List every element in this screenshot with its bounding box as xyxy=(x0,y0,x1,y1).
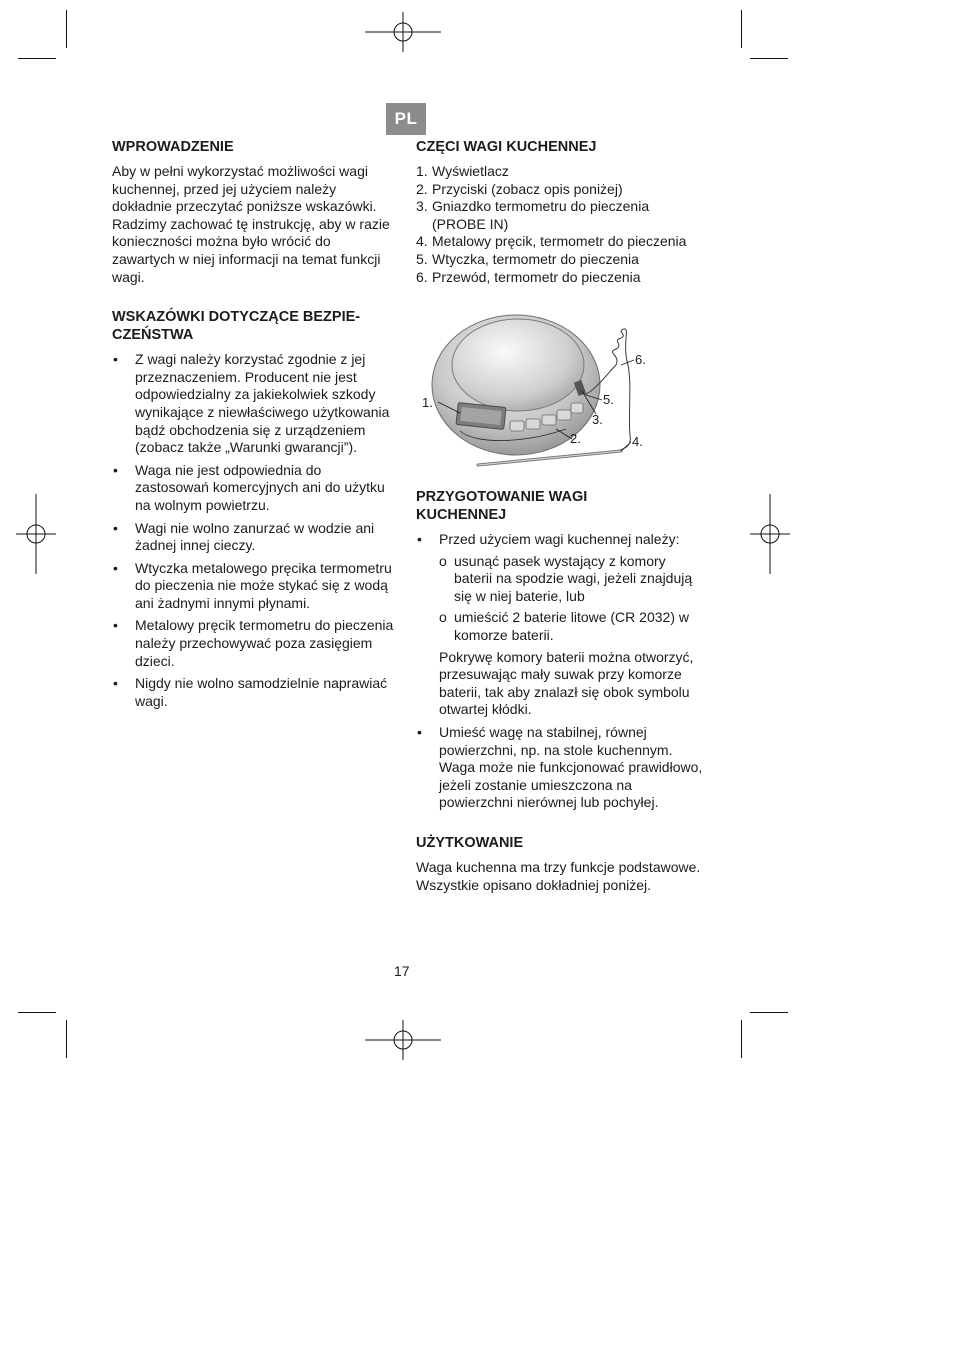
safety-heading: WSKAZÓWKI DOTYCZĄCE BEZPIE- CZEŃSTWA xyxy=(112,309,361,344)
page-number: 17 xyxy=(394,963,410,979)
crop-mark xyxy=(18,58,56,59)
list-item: 3. Gniazdko termometru do pieczenia (PROBE IN) xyxy=(416,198,650,232)
right-column-top xyxy=(416,138,706,286)
kitchen-scale-image xyxy=(416,305,701,475)
callout-4: 4. xyxy=(632,434,643,449)
sub-list-item: o umieścić 2 baterie litowe (CR 2032) w komorze baterii. xyxy=(439,609,706,644)
parts-section xyxy=(416,138,706,286)
list-item: 2. Przyciski (zobacz opis poniżej) xyxy=(416,180,623,197)
callout-3: 3. xyxy=(592,412,603,427)
list-item: 6. Przewód, termometr do pieczenia xyxy=(416,268,641,285)
list-item: 1. Wyświetlacz xyxy=(416,163,509,179)
intro-text: Aby w pełni wykorzystać możliwości wagi kuchennej, przed jej użyciem należy dokładnie przeczytać poniższe wskazówki. Radzimy zachować tę instrukcję, aby w razie konieczności można było wrócić do zawartych w niej informacji na temat funkcji wagi. xyxy=(112,163,390,285)
callout-1: 1. xyxy=(422,395,433,410)
crop-mark xyxy=(741,10,742,48)
list-item: • Umieść wagę na stabilnej, równej powierzchni, np. na stole kuchennym. Waga może nie funkcjonować prawidłowo, jeżeli zostanie umieszczona na powierzchni nierównej lub pochyłej. xyxy=(416,724,706,812)
prep-sublist xyxy=(439,553,706,645)
list-item: • Wtyczka metalowego pręcika termometru do pieczenia nie może stykać się z wodą ani żadnymi innymi płynami. xyxy=(112,560,397,613)
parts-heading: CZĘCI WAGI KUCHENNEJ xyxy=(416,139,597,155)
list-item: • Wagi nie wolno zanurzać w wodzie ani żadnej innej cieczy. xyxy=(112,520,397,555)
intro-heading: WPROWADZENIE xyxy=(112,139,234,155)
crop-mark xyxy=(750,58,788,59)
crop-mark xyxy=(741,1020,742,1058)
parts-list xyxy=(416,163,706,286)
right-column-bottom xyxy=(416,488,706,894)
callout-6: 6. xyxy=(635,352,646,367)
usage-text: Waga kuchenna ma trzy funkcje podstawowe. Wszystkie opisano dokładniej poniżej. xyxy=(416,858,701,893)
battery-note: Pokrywę komory baterii można otworzyć, przesuwając mały suwak przy komorze baterii, tak aby znalazł się obok symbolu otwartej kłódki. xyxy=(439,648,694,718)
registration-mark xyxy=(750,494,790,574)
crop-mark xyxy=(66,10,67,48)
intro-section xyxy=(112,138,397,286)
list-item: • Nigdy nie wolno samodzielnie naprawiać wagi. xyxy=(112,675,397,710)
callout-2: 2. xyxy=(570,431,581,446)
crop-mark xyxy=(18,1012,56,1013)
safety-section xyxy=(112,308,397,710)
scale-plate xyxy=(452,319,584,411)
list-item: • Metalowy pręcik termometru do pieczenia należy przechowywać poza zasięgiem dzieci. xyxy=(112,617,397,670)
left-column xyxy=(112,138,397,732)
list-item: • Waga nie jest odpowiednia do zastosowań komercyjnych ani do użytku na wolnym powietrzu. xyxy=(112,462,397,515)
registration-mark xyxy=(16,494,56,574)
scale-illustration xyxy=(416,305,701,475)
list-item: 4. Metalowy pręcik, termometr do pieczenia xyxy=(416,233,687,250)
list-item: 5. Wtyczka, termometr do pieczenia xyxy=(416,250,639,267)
language-badge: PL xyxy=(386,103,426,135)
registration-mark xyxy=(365,1020,441,1060)
list-item: • Z wagi należy korzystać zgodnie z jej przeznaczeniem. Producent nie jest odpowiedzialny za jakiekolwiek szkody wynikające z niewłaściwego użytkowania bądź obchodzenia się z urządzeniem (zobacz także „Warunki gwarancji”). xyxy=(112,351,397,457)
prep-section xyxy=(416,488,706,812)
sub-list-item: o usunąć pasek wystający z komory baterii na spodzie wagi, jeżeli znajdują się w niej baterie, lub xyxy=(439,553,706,606)
usage-heading: UŻYTKOWANIE xyxy=(416,834,524,851)
callout-5: 5. xyxy=(603,392,614,407)
prep-list xyxy=(416,531,706,812)
usage-section xyxy=(416,834,706,894)
list-item: • Przed użyciem wagi kuchennej należy: o usunąć pasek wystający z komory baterii na spodzie wagi, jeżeli znajdują się w niej baterie, lub o umieścić 2 baterie litowe (CR 2032) w komorze baterii. Pokrywę komory baterii można otworzyć, przesuwając mały suwak przy komorze baterii, tak aby znalazł się obok symbolu otwartej kłódki. xyxy=(416,531,706,719)
crop-mark xyxy=(750,1012,788,1013)
crop-mark xyxy=(66,1020,67,1058)
prep-heading: PRZYGOTOWANIE WAGI KUCHENNEJ xyxy=(416,489,588,523)
safety-list xyxy=(112,351,397,710)
registration-mark xyxy=(365,12,441,52)
